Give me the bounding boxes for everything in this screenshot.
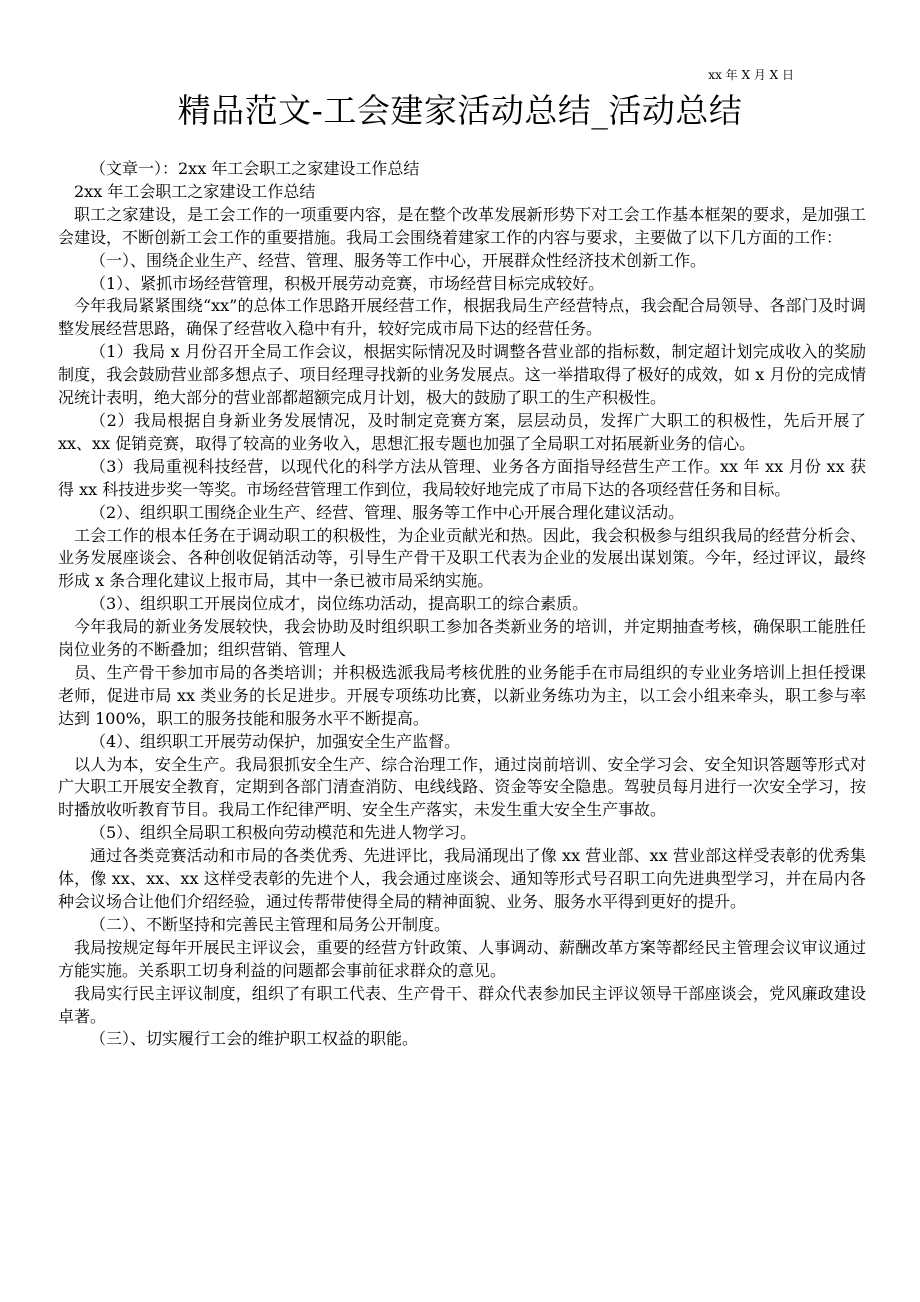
- paragraph: 2xx 年工会职工之家建设工作总结: [74, 181, 316, 201]
- paragraph: 我局实行民主评议制度，组织了有职工代表、生产骨干、群众代表参加民主评议领导干部座谈会，党风廉政建设卓著。: [58, 983, 866, 1026]
- section-heading: （一）、围绕企业生产、经营、管理、服务等工作中心，开展群众性经济技术创新工作。: [90, 250, 707, 270]
- subsection-heading: （5）、组织全局职工积极向劳动模范和先进人物学习。: [90, 823, 477, 843]
- paragraph: 工会工作的根本任务在于调动职工的积极性，为企业贡献光和热。因此，我会积极参与组织我局的经营分析会、业务发展座谈会、各种创收促销活动等，引导生产骨干及职工代表为企业的发展出谋划策。今年，经过评议，最终形成 x 条合理化建议上报市局，其中一条已被市局采纳实施。: [58, 525, 866, 591]
- paragraph: 通过各类竞赛活动和市局的各类优秀、先进评比，我局涌现出了像 xx 营业部、xx 营业部这样受表彰的优秀集体，像 xx、xx、xx 这样受表彰的先进个人，我会通过座谈会、通知等形式号召职工向先进典型学习，并在局内各种会议场合让他们介绍经验，通过传帮带使得全局的精神面貌、业务、服务水平得到更好的提升。: [58, 846, 866, 911]
- paragraph: （文章一）：2xx 年工会职工之家建设工作总结: [90, 159, 420, 178]
- document-date: xx 年 X 月 X 日: [708, 68, 794, 82]
- document-title: 精品范文-工会建家活动总结_活动总结: [177, 91, 743, 130]
- paragraph: 以人为本，安全生产。我局狠抓安全生产、综合治理工作，通过岗前培训、安全学习会、安全知识答题等形式对广大职工开展安全教育，定期到各部门清查消防、电线线路、资金等安全隐患。驾驶员每月进行一次安全学习，按时播放收听教育节目。我局工作纪律严明、安全生产落实，未发生重大安全生产事故。: [58, 754, 866, 820]
- paragraph: 员、生产骨干参加市局的各类培训；并积极选派我局考核优胜的业务能手在市局组织的专业业务培训上担任授课老师，促进市局 xx 类业务的长足进步。开展专项练功比赛，以新业务练功为主，以工会小组来牵头，职工参与率达到 100%，职工的服务技能和服务水平不断提高。: [58, 662, 866, 728]
- paragraph: 今年我局紧紧围绕“xx”的总体工作思路开展经营工作，根据我局生产经营特点，我会配合局领导、各部门及时调整发展经营思路，确保了经营收入稳中有升，较好完成市局下达的经营任务。: [58, 296, 866, 339]
- paragraph: （1）我局 x 月份召开全局工作会议，根据实际情况及时调整各营业部的指标数，制定超计划完成收入的奖励制度，我会鼓励营业部多想点子、项目经理寻找新的业务发展点。这一举措取得了极好的成效，如 x 月份的完成情况统计表明，绝大部分的营业部都超额完成月计划，极大的鼓励了职工的生产积极性。: [58, 342, 866, 408]
- paragraph: （3）我局重视科技经营，以现代化的科学方法从管理、业务各方面指导经营生产工作。xx 年 xx 月份 xx 获得 xx 科技进步奖一等奖。市场经营管理工作到位，我局较好地完成了市局下达的各项经营任务和目标。: [58, 456, 866, 499]
- subsection-heading: （4）、组织职工开展劳动保护，加强安全生产监督。: [90, 731, 461, 751]
- section-heading: （三）、切实履行工会的维护职工权益的职能。: [90, 1029, 419, 1049]
- section-heading: （二）、不断坚持和完善民主管理和局务公开制度。: [90, 914, 451, 934]
- paragraph: 职工之家建设，是工会工作的一项重要内容，是在整个改革发展新形势下对工会工作基本框架的要求，是加强工会建设，不断创新工会工作的重要措施。我局工会围绕着建家工作的内容与要求，主要做了以下几方面的工作：: [58, 204, 866, 247]
- paragraph: （2）我局根据自身新业务发展情况，及时制定竞赛方案，层层动员，发挥广大职工的积极性，先后开展了 xx、xx 促销竞赛，取得了较高的业务收入，思想汇报专题也加强了全局职工对拓展新业务的信心。: [58, 410, 866, 453]
- subsection-heading: （1）、紧抓市场经营管理，积极开展劳动竞赛，市场经营目标完成较好。: [90, 273, 605, 293]
- subsection-heading: （3）、组织职工开展岗位成才，岗位练功活动，提高职工的综合素质。: [90, 594, 589, 614]
- document-body: [58, 158, 866, 1051]
- paragraph: 今年我局的新业务发展较快，我会协助及时组织职工参加各类新业务的培训，并定期抽查考核，确保职工能胜任岗位业务的不断叠加；组织营销、管理人: [58, 617, 866, 660]
- paragraph: 我局按规定每年开展民主评议会，重要的经营方针政策、人事调动、薪酬改革方案等都经民主管理会议审议通过方能实施。关系职工切身利益的问题都会事前征求群众的意见。: [58, 937, 866, 980]
- subsection-heading: （2）、组织职工围绕企业生产、经营、管理、服务等工作中心开展合理化建议活动。: [90, 502, 685, 522]
